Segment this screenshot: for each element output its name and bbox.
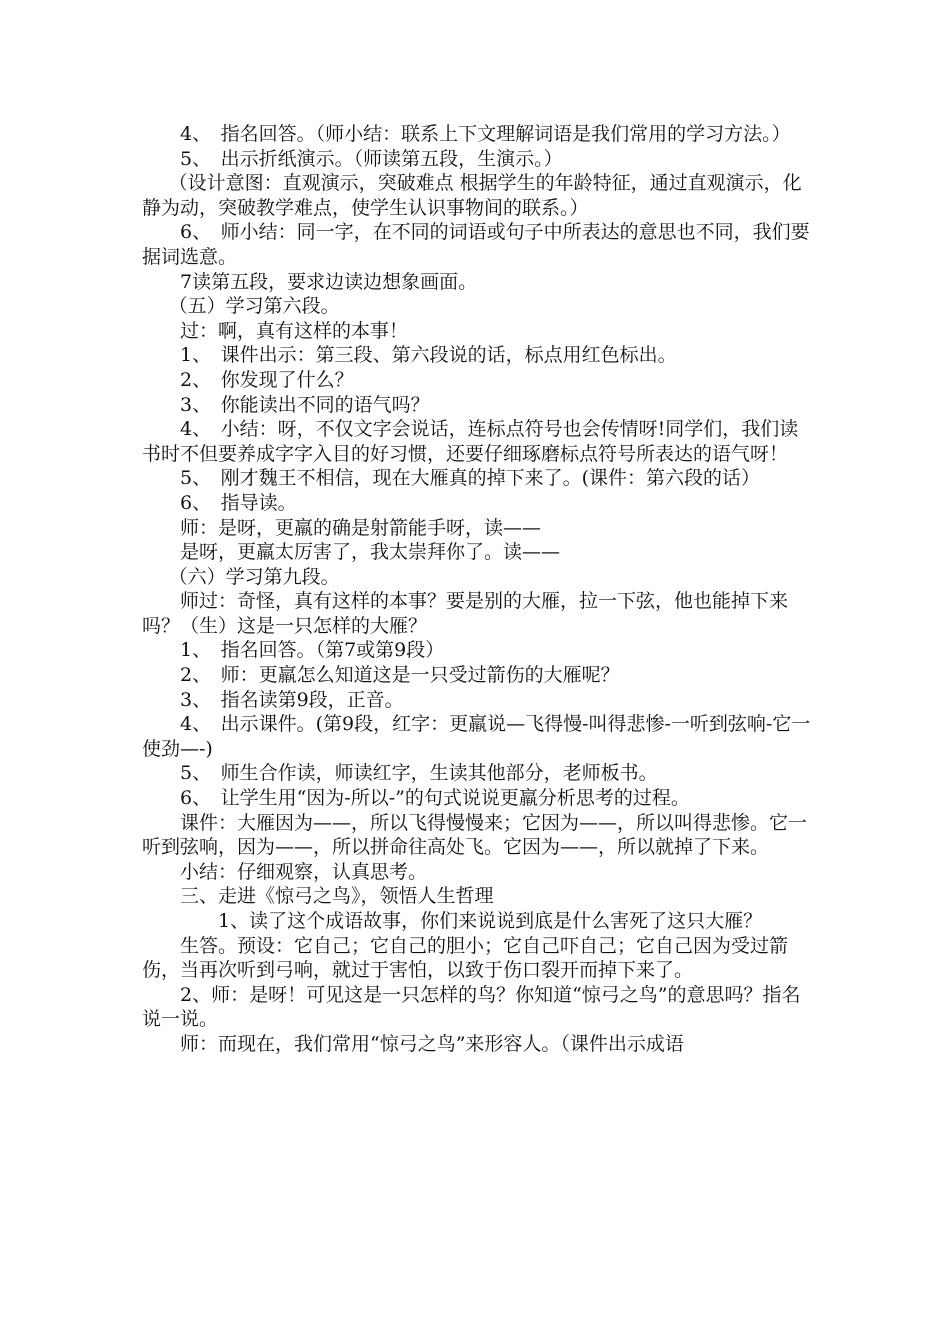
- paragraph: 过：啊，真有这样的本事！: [180, 319, 409, 342]
- paragraph: 2、 你发现了什么？: [180, 368, 354, 391]
- paragraph: 4、 指名回答。（师小结：联系上下文理解词语是我们常用的学习方法。）: [180, 123, 791, 145]
- paragraph: 5、 出示折纸演示。（师读第五段，生演示。）: [180, 147, 563, 170]
- paragraph: 师：是呀，更羸的确是射箭能手呀，读——: [180, 516, 542, 539]
- paragraph: 5、 刚才魏王不相信，现在大雁真的掉下来了。(课件：第六段的话）: [180, 467, 761, 490]
- paragraph: 4、 出示课件。(第9段，红字：更羸说—飞得慢-叫得悲惨-一听到弦响-它一使劲—-): [142, 713, 811, 760]
- paragraph: 师：而现在，我们常用“惊弓之鸟”来形容人。（课件出示成语: [180, 1032, 684, 1055]
- paragraph: 6、 师小结：同一字，在不同的词语或句子中所表达的意思也不同，我们要据词选意。: [142, 221, 810, 268]
- paragraph: 6、 让学生用“因为-所以-”的句式说说更羸分析思考的过程。: [180, 787, 690, 810]
- section-heading: （五）学习第六段。: [168, 295, 340, 318]
- paragraph: 课件：大雁因为——，所以飞得慢慢来；它因为——，所以叫得悲惨。它一听到弦响，因为——，所以拼命往高处飞。它因为——，所以就掉了下来。: [142, 811, 808, 859]
- paragraph: 是呀，更羸太厉害了，我太崇拜你了。读——: [180, 541, 561, 564]
- paragraph: 5、 师生合作读，师读红字，生读其他部分，老师板书。: [180, 762, 658, 785]
- paragraph: 3、 指名读第9段，正音。: [180, 688, 404, 711]
- paragraph: 6、 指导读。: [180, 491, 297, 514]
- section-heading: 三、走进《惊弓之鸟》，领悟人生哲理: [180, 885, 494, 908]
- paragraph: 3、 你能读出不同的语气吗？: [180, 393, 430, 416]
- paragraph: 4、 小结：呀，不仅文字会说话，连标点符号也会传情呀!同学们，我们读书时不但要养成字字入目的好习惯，还要仔细琢磨标点符号所表达的语气呀！: [142, 418, 799, 465]
- document-page: [142, 122, 812, 1057]
- paragraph: 师过：奇怪，真有这样的本事？要是别的大雁，拉一下弦，他也能掉下来吗？（生）这是一只怎样的大雁？: [142, 590, 789, 637]
- design-intent-paragraph: （设计意图：直观演示，突破难点 根据学生的年龄特征，通过直观演示，化静为动，突破教学难点，使学生认识事物间的联系。）: [142, 172, 802, 219]
- paragraph: 7读第五段，要求边读边想象画面。: [180, 270, 478, 293]
- paragraph: 1、 课件出示：第三段、第六段说的话，标点用红色标出。: [180, 344, 677, 367]
- paragraph: 1、读了这个成语故事，你们来说说到底是什么害死了这只大雁？: [218, 910, 763, 932]
- paragraph: 2、师：是呀！可见这是一只怎样的鸟？你知道“惊弓之鸟”的意思吗？指名说一说。: [142, 983, 801, 1031]
- paragraph: 生答。预设：它自己；它自己的胆小；它自己吓自己；它自己因为受过箭伤，当再次听到弓响，就过于害怕，以致于伤口裂开而掉下来了。: [142, 934, 789, 982]
- paragraph: 2、 师：更羸怎么知道这是一只受过箭伤的大雁呢？: [180, 664, 620, 687]
- paragraph: 小结：仔细观察，认真思考。: [180, 860, 428, 883]
- paragraph: 1、 指名回答。（第7或第9段）: [180, 639, 445, 662]
- section-heading: （六）学习第九段。: [168, 565, 340, 588]
